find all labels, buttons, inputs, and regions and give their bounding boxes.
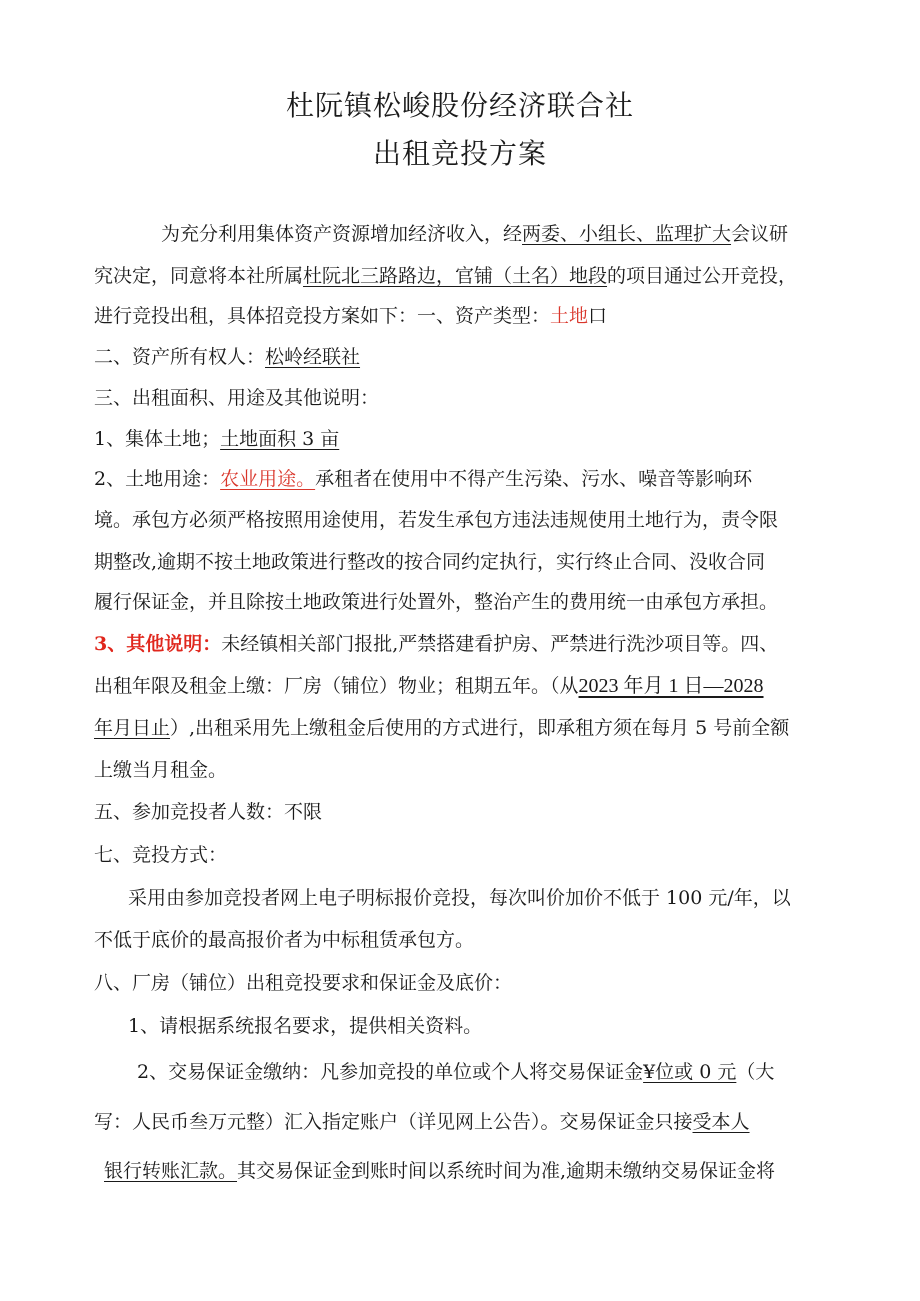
deposit-amount-underlined: ¥位或 0 元 xyxy=(643,1061,737,1083)
section8-item2-line2 xyxy=(94,1110,750,1134)
intro-location-underlined: 杜阮北三路路边，官铺（土名）地段 xyxy=(303,265,608,287)
section3-heading: 三、出租面积、用途及其他说明： xyxy=(94,387,380,409)
item2-rest: 承租者在使用中不得产生污染、污水、噪音等影响环 xyxy=(315,468,753,490)
section3-item2-line3: 期整改,逾期不按土地政策进行整改的按合同约定执行，实行终止合同、没收合同 xyxy=(94,551,766,573)
asset-type-value: 土地 xyxy=(550,305,589,327)
section3-item2-line2: 境。承包方必须严格按照用途使用，若发生承包方违法违规使用土地行为，责令限 xyxy=(94,509,779,531)
item2b-text-d: 其交易保证金到账时间以系统时间为准,逾期未缴纳交易保证金将 xyxy=(237,1160,776,1182)
section8-item1: 1、请根据系统报名要求，提供相关资料。 xyxy=(128,1015,483,1037)
transfer-method-underlined-a: 受本人 xyxy=(692,1111,750,1133)
asset-type-box: 口 xyxy=(588,305,608,327)
intro-line-1 xyxy=(161,222,788,246)
item1-value: 土地面积 3 亩 xyxy=(220,428,340,450)
section3-item3 xyxy=(94,632,778,656)
intro-text-b: 会议研 xyxy=(731,223,789,245)
item2b-text-b: （大 xyxy=(736,1061,775,1083)
intro-text-a: 为充分利用集体资产资源增加经济收入，经 xyxy=(161,223,523,245)
lease-start-underlined: 2023 年月 1 日—2028 xyxy=(578,675,764,697)
intro-text-d: 的项目通过公开竞投， xyxy=(607,265,798,287)
section7-line1: 采用由参加竞投者网上电子明标报价竞投，每次叫价加价不低于 100 元/年，以 xyxy=(128,887,791,909)
section4-line3: 上缴当月租金。 xyxy=(94,759,228,781)
transfer-method-underlined-b: 银行转账汇款。 xyxy=(104,1160,238,1182)
intro-meeting-underlined: 两委、小组长、监理扩大 xyxy=(522,223,732,245)
section8-item2-line1 xyxy=(137,1060,774,1084)
section4-text-a: 出租年限及租金上缴：厂房（铺位）物业；租期五年。（从 xyxy=(94,675,579,697)
section3-item1 xyxy=(94,427,339,451)
section4-text-b: ）,出租采用先上缴租金后使用的方式进行，即承租方须在每月 5 号前全额 xyxy=(170,717,790,739)
section5: 五、参加竞投者人数：不限 xyxy=(94,801,323,823)
section7-heading: 七、竞投方式： xyxy=(94,844,228,866)
item2b-text-c: 写：人民币叁万元整）汇入指定账户（详见网上公告）。交易保证金只接 xyxy=(94,1111,693,1133)
section8-heading: 八、厂房（铺位）出租竞投要求和保证金及底价： xyxy=(94,972,513,994)
intro-line-3 xyxy=(94,304,607,328)
item2-value: 农业用途。 xyxy=(220,468,316,490)
section7-line2: 不低于底价的最高报价者为中标租赁承包方。 xyxy=(94,929,475,951)
section8-item2-line3 xyxy=(104,1159,775,1183)
document-title-line1: 杜阮镇松峻股份经济联合社 xyxy=(285,89,634,122)
owner-label: 二、资产所有权人： xyxy=(94,346,266,368)
intro-text-c: 究决定，同意将本社所属 xyxy=(94,265,304,287)
item3-label: 3、其他说明： xyxy=(94,633,222,655)
item2-label: 2、土地用途： xyxy=(94,468,221,490)
lease-end-underlined: 年月日止 xyxy=(94,717,171,739)
item3-text: 未经镇相关部门报批,严禁搭建看护房、严禁进行洗沙项目等。四、 xyxy=(221,633,779,655)
section4-line2 xyxy=(94,716,789,740)
section4-line1 xyxy=(94,674,764,698)
item1-label: 1、集体土地； xyxy=(94,428,221,450)
item2b-text-a: 2、交易保证金缴纳：凡参加竞投的单位或个人将交易保证金 xyxy=(137,1061,644,1083)
section-owner xyxy=(94,345,360,369)
intro-text-e: 进行竞投出租，具体招竞投方案如下：一、资产类型： xyxy=(94,305,551,327)
section3-item2-line4: 履行保证金，并且除按土地政策进行处置外，整治产生的费用统一由承包方承担。 xyxy=(94,591,779,613)
intro-line-2 xyxy=(94,264,797,288)
section3-item2-line1 xyxy=(94,467,752,491)
owner-value: 松岭经联社 xyxy=(265,346,361,368)
document-title-line2: 出租竞投方案 xyxy=(372,137,547,170)
